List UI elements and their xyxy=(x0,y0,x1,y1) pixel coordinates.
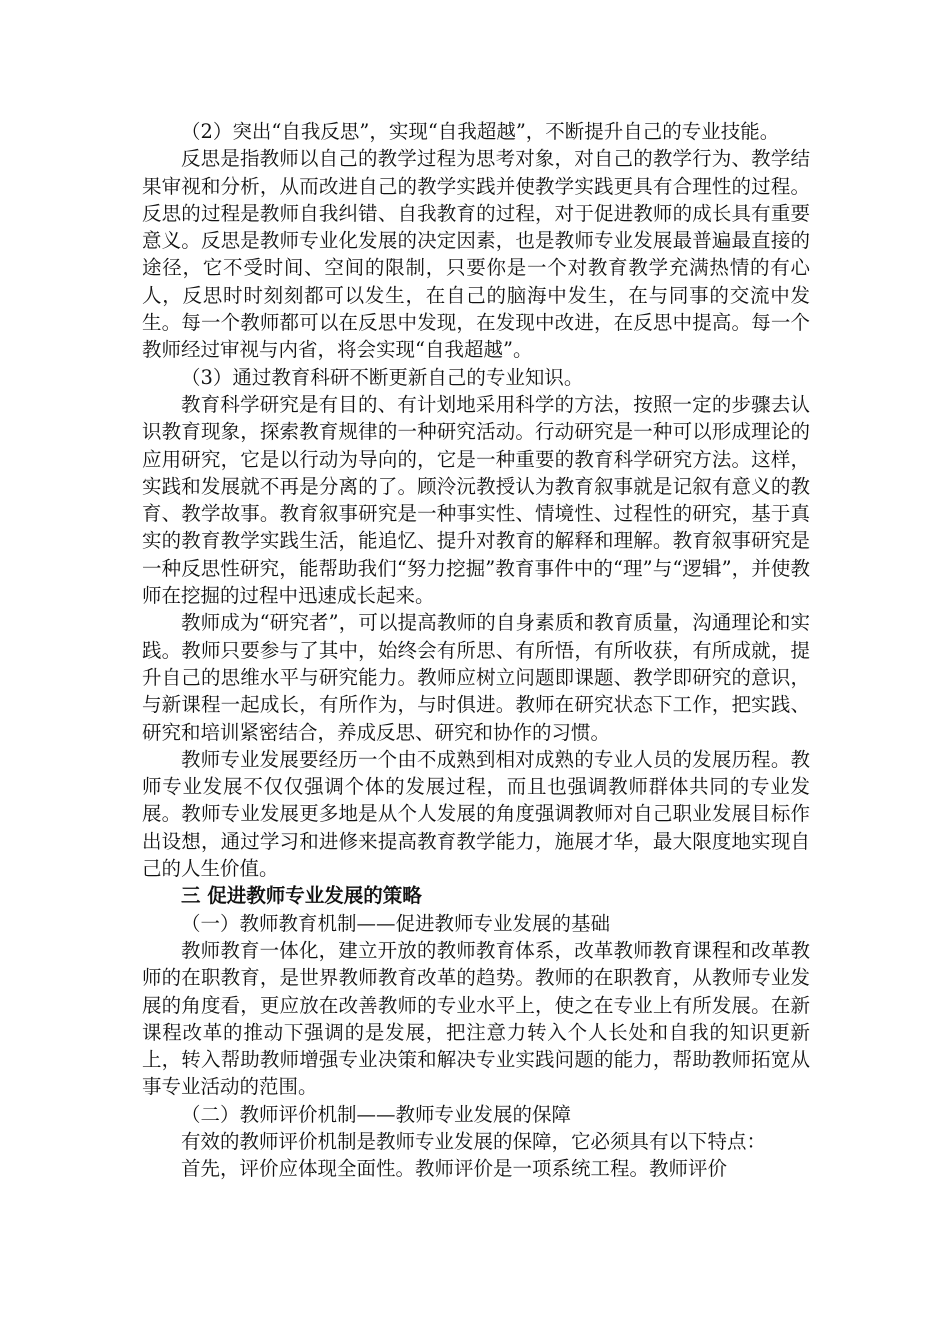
subheading-evaluation-mechanism: （二）教师评价机制——教师专业发展的保障 xyxy=(181,1102,572,1126)
section-heading-strategies: 三 促进教师专业发展的策略 xyxy=(181,884,422,908)
paragraph-teacher-researcher: 教师成为“研究者”，可以提高教师的自身素质和教育质量，沟通理论和实践。教师只要参与了其中，始终会有所思、有所悟，有所收获，有所成就，提升自己的思维水平与研究能力。教师应树立问题即课题、教学即研究的意识，与新课程一起成长，有所作为，与时俱进。教师在研究状态下工作，把实践、研究和培训紧密结合，养成反思、研究和协作的习惯。 xyxy=(142,611,810,744)
paragraph-evaluation-comprehensive: 首先，评价应体现全面性。教师评价是一项系统工程。教师评价 xyxy=(181,1157,728,1181)
paragraph-educational-research: 教育科学研究是有目的、有计划地采用科学的方法，按照一定的步骤去认识教育现象，探索教育规律的一种研究活动。行动研究是一种可以形成理论的应用研究，它是以行动为导向的，它是一种重要的教育科学研究方法。这样，实践和发展就不再是分离的了。顾泠沅教授认为教育叙事就是记叙有意义的教育、教学故事。教育叙事研究是一种事实性、情境性、过程性的研究，基于真实的教育教学实践生活，能追忆、提升对教育的解释和理解。教育叙事研究是一种反思性研究，能帮助我们“努力挖掘”教育事件中的“理”与“逻辑”，并使教师在挖掘的过程中迅速成长起来。 xyxy=(142,392,810,608)
paragraph-reflection: 反思是指教师以自己的教学过程为思考对象，对自己的教学行为、教学结果审视和分析，从而改进自己的教学实践并使教学实践更具有合理性的过程。反思的过程是教师自我纠错、自我教育的过程，对于促进教师的成长具有重要意义。反思是教师专业化发展的决定因素，也是教师专业发展最普遍最直接的途径，它不受时间、空间的限制，只要你是一个对教育教学充满热情的有心人，反思时时刻刻都可以发生，在自己的脑海中发生，在与同事的交流中发生。每一个教师都可以在反思中发现，在发现中改进，在反思中提高。每一个教师经过审视与内省，将会实现“自我超越”。 xyxy=(142,147,810,362)
paragraph-education-integration: 教师教育一体化，建立开放的教师教育体系，改革教师教育课程和改革教师的在职教育，是世界教师教育改革的趋势。教师的在职教育，从教师专业发展的角度看，更应放在改善教师的专业水平上，使之在专业上有所发展。在新课程改革的推动下强调的是发展，把注意力转入个人长处和自我的知识更新上，转入帮助教师增强专业决策和解决专业实践问题的能力，帮助教师拓宽从事专业活动的范围。 xyxy=(142,938,810,1099)
subheading-self-reflection: （2）突出“自我反思”，实现“自我超越”，不断提升自己的专业技能。 xyxy=(181,120,780,143)
subheading-education-mechanism: （一）教师教育机制——促进教师专业发展的基础 xyxy=(181,911,611,935)
paragraph-professional-development: 教师专业发展要经历一个由不成熟到相对成熟的专业人员的发展历程。教师专业发展不仅仅强调个体的发展过程，而且也强调教师群体共同的专业发展。教师专业发展更多地是从个人发展的角度强调教师对自己职业发展目标作出设想，通过学习和进修来提高教育教学能力，施展才华，最大限度地实现自己的人生价值。 xyxy=(142,747,810,881)
document-page xyxy=(142,118,810,1183)
subheading-research: （3）通过教育科研不断更新自己的专业知识。 xyxy=(181,365,584,389)
paragraph-evaluation-features: 有效的教师评价机制是教师专业发展的保障，它必须具有以下特点： xyxy=(181,1129,767,1153)
